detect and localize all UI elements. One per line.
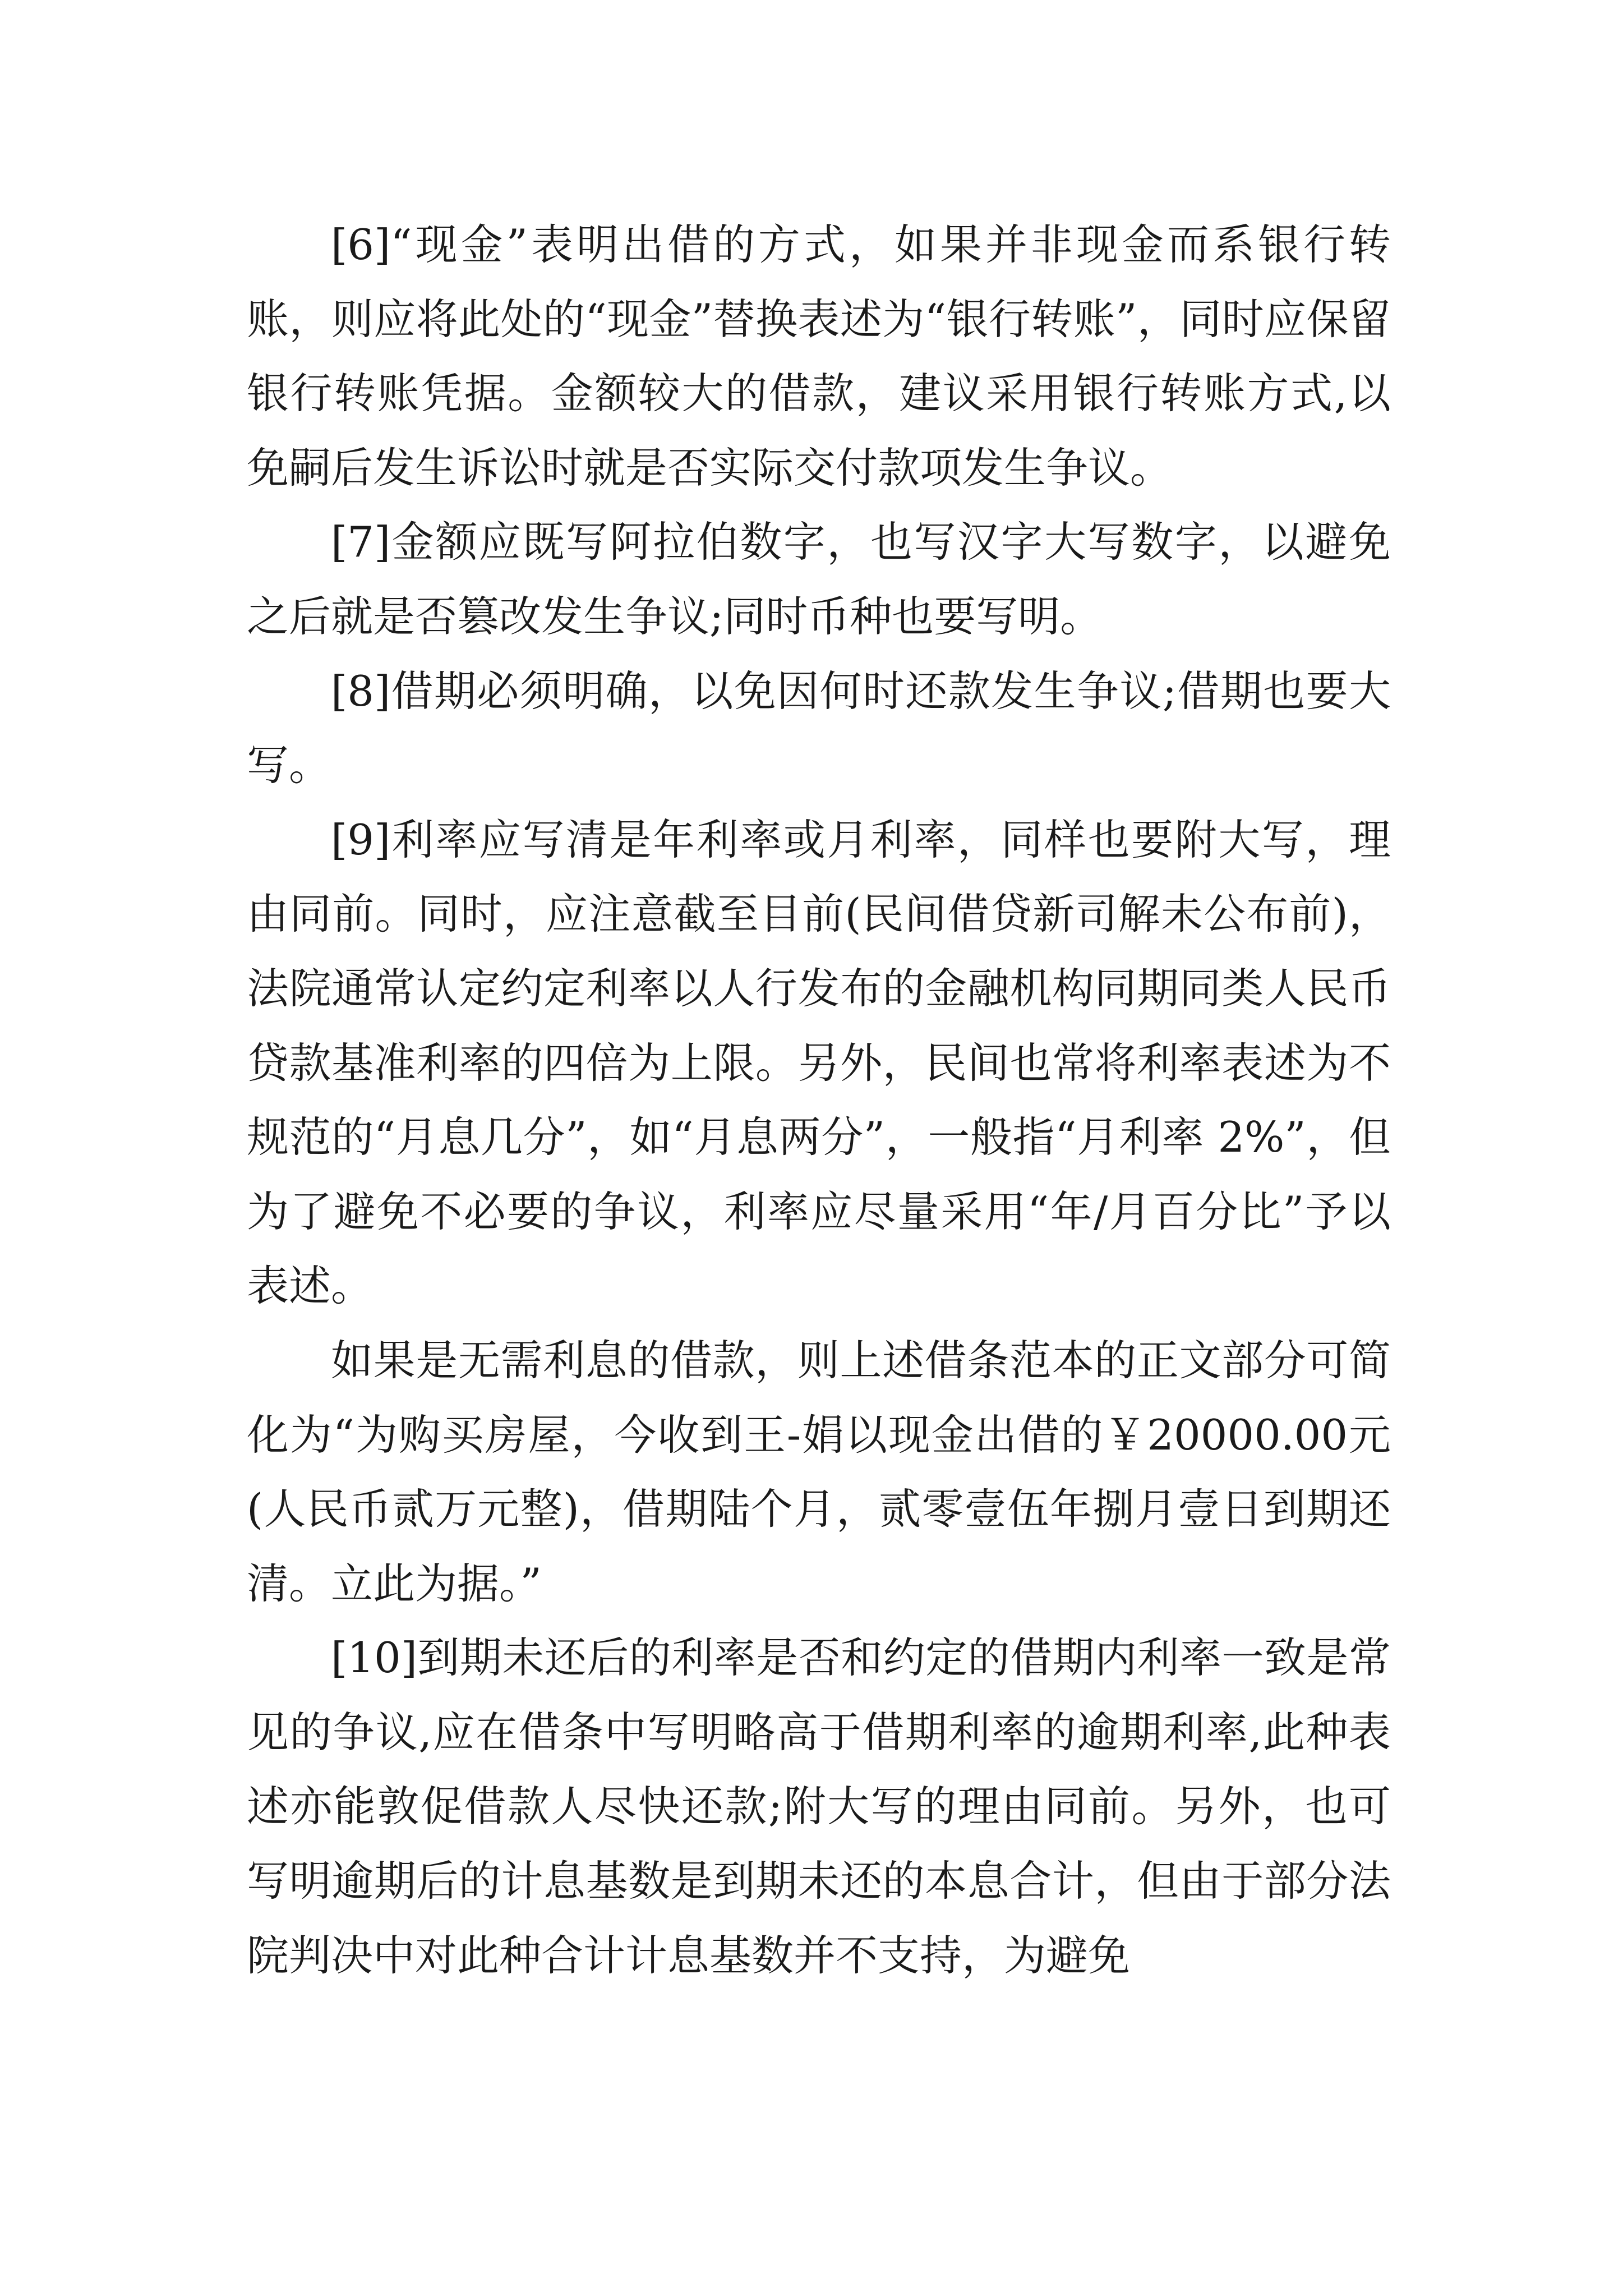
body-text [247,208,1391,1993]
paragraph-note-6: [6]“现金”表明出借的方式，如果并非现金而系银行转账，则应将此处的“现金”替换表述为“银行转账”，同时应保留银行转账凭据。金额较大的借款，建议采用银行转账方式,以免嗣后发生诉讼时就是否实际交付款项发生争议。 [247,220,1391,493]
paragraph-note-8: [8]借期必须明确，以免因何时还款发生争议;借期也要大写。 [247,666,1391,790]
paragraph-note-10: [10]到期未还后的利率是否和约定的借期内利率一致是常见的争议,应在借条中写明略高于借期利率的逾期利率,此种表述亦能敦促借款人尽快还款;附大写的理由同前。另外，也可写明逾期后的计息基数是到期未还的本息合计，但由于部分法院判决中对此种合计计息基数并不支持，为避免 [247,1633,1391,1980]
paragraph-note-9: [9]利率应写清是年利率或月利率，同样也要附大写，理由同前。同时，应注意截至目前(民间借贷新司解未公布前)，法院通常认定约定利率以人行发布的金融机构同期同类人民币贷款基准利率的四倍为上限。另外，民间也常将利率表述为不规范的“月息几分”，如“月息两分”，一般指“月利率 2%”，但为了避免不必要的争议，利率应尽量采用“年/月百分比”予以表述。 [247,815,1391,1311]
paragraph-interest-free-example: 如果是无需利息的借款，则上述借条范本的正文部分可简化为“为购买房屋，今收到王-娟以现金出借的￥20000.00元(人民币贰万元整)，借期陆个月，贰零壹伍年捌月壹日到期还清。立此为据。” [247,1335,1391,1608]
paragraph-note-7: [7]金额应既写阿拉伯数字，也写汉字大写数字，以避免之后就是否篡改发生争议;同时币种也要写明。 [247,517,1391,641]
